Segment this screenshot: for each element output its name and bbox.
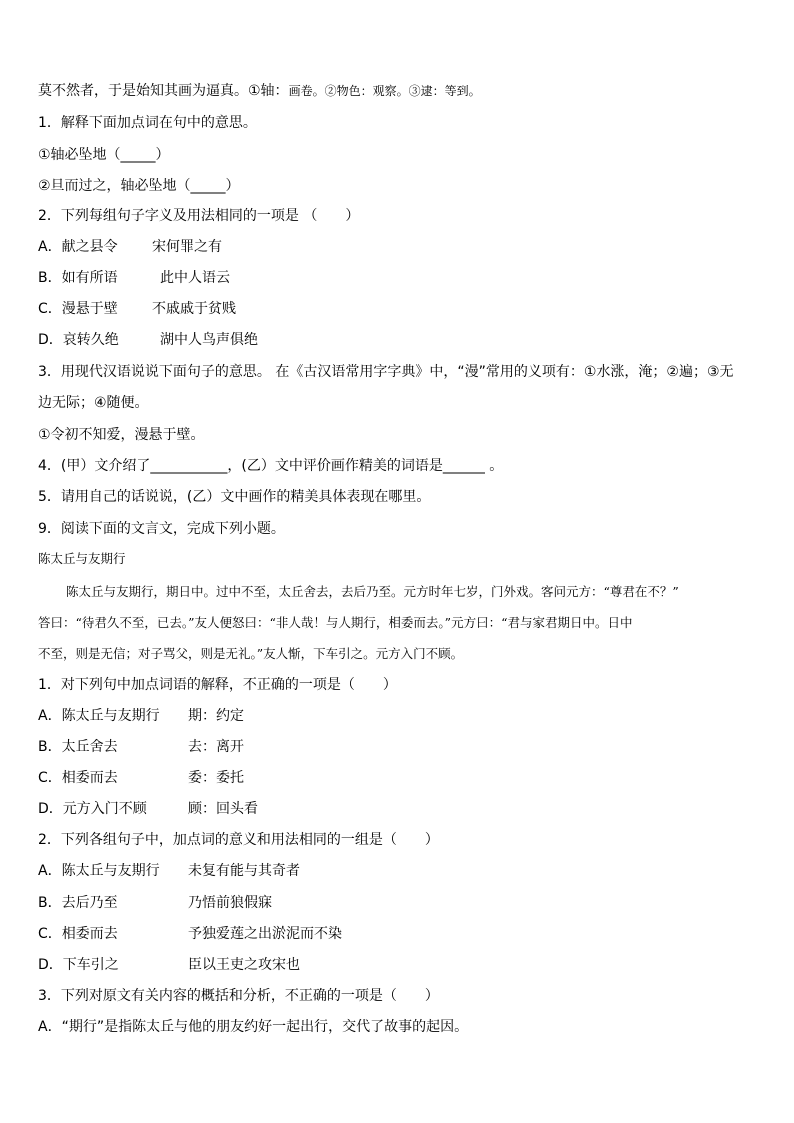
sq2-option-d-right: 臣以王吏之攻宋也 xyxy=(188,957,300,973)
question-1-item-a: ①轴必坠地（_____） xyxy=(38,147,170,163)
passage-line-3: 不至，则是无信；对子骂父，则是无礼。”友人惭，下车引之。元方入门不顾。 xyxy=(38,646,464,661)
passage-title: 陈太丘与友期行 xyxy=(38,551,126,566)
passage-line-1: 陈太丘与友期行，期日中。过中不至，太丘舍去，去后乃至。元方时年七岁，门外戏。客问元方：“尊君在不？” xyxy=(66,584,679,599)
intro-line xyxy=(38,82,756,100)
sq1-option-b-right: 去：离开 xyxy=(188,739,244,755)
sq1-option-b-left: B．太丘舍去 xyxy=(38,739,118,755)
sq1-option-d-left: D．元方入门不顾 xyxy=(38,801,147,817)
question-3-line-1: 3．用现代汉语说说下面句子的意思。 在《古汉语常用字字典》中，“漫”常用的义项有：①水涨，淹；②遍；③无 xyxy=(38,364,734,380)
q2-option-b-right: 此中人语云 xyxy=(160,270,230,286)
sq2-option-b-left: B．去后乃至 xyxy=(38,895,118,911)
question-2-prompt: 2．下列每组句子字义及用法相同的一项是 （ ） xyxy=(38,208,360,224)
sq2-option-b-right: 乃悟前狼假寐 xyxy=(188,895,272,911)
sq1-option-c-right: 委：委托 xyxy=(188,770,244,786)
question-5: 5．请用自己的话说说，(乙）文中画作的精美具体表现在哪里。 xyxy=(38,489,431,505)
question-4: 4．(甲）文介绍了___________，(乙）文中评价画作精美的词语是______ 。 xyxy=(38,458,504,474)
q2-option-c-right: 不戚戚于贫贱 xyxy=(152,301,236,317)
q2-option-d-left: D．哀转久绝 xyxy=(38,332,119,348)
sub-question-3-prompt: 3．下列对原文有关内容的概括和分析，不正确的一项是（ ） xyxy=(38,988,439,1004)
q2-option-b-left: B．如有所语 xyxy=(38,270,118,286)
q2-option-a-right: 宋何罪之有 xyxy=(152,239,222,255)
intro-notes: 画卷。②物色：观察。③逮：等到。 xyxy=(288,84,481,98)
intro-text: 莫不然者，于是始知其画为逼真。①轴： xyxy=(38,83,289,99)
section-9-heading: 9．阅读下面的文言文，完成下列小题。 xyxy=(38,521,285,537)
sq2-option-a-left: A．陈太丘与友期行 xyxy=(38,863,160,879)
question-1-prompt: 1．解释下面加点词在句中的意思。 xyxy=(38,115,257,131)
sq1-option-a-left: A．陈太丘与友期行 xyxy=(38,708,160,724)
q2-option-d-right: 湖中人鸟声俱绝 xyxy=(160,332,258,348)
sq3-option-a: A．“期行”是指陈太丘与他的朋友约好一起出行，交代了故事的起因。 xyxy=(38,1019,469,1035)
sq1-option-d-right: 顾：回头看 xyxy=(188,801,258,817)
sq2-option-c-left: C．相委而去 xyxy=(38,926,118,942)
sq1-option-c-left: C．相委而去 xyxy=(38,770,118,786)
question-3-sentence: ①令初不知爱，漫悬于壁。 xyxy=(38,427,205,443)
sq1-option-a-right: 期：约定 xyxy=(188,708,244,724)
sub-question-1-prompt: 1．对下列句中加点词语的解释，不正确的一项是（ ） xyxy=(38,677,397,693)
q2-option-a-left: A．献之县令 xyxy=(38,239,118,255)
question-3-line-2: 边无际；④随便。 xyxy=(38,395,149,411)
sq2-option-a-right: 未复有能与其奇者 xyxy=(188,863,300,879)
question-1-item-b: ②旦而过之，轴必坠地（_____） xyxy=(38,178,240,194)
sq2-option-c-right: 予独爱莲之出淤泥而不染 xyxy=(188,926,342,942)
passage-line-2: 答曰：“待君久不至，已去。”友人便怒曰：“非人哉！与人期行，相委而去。”元方曰：“君与家君期日中。日中 xyxy=(38,615,633,630)
q2-option-c-left: C．漫悬于壁 xyxy=(38,301,118,317)
sq2-option-d-left: D．下车引之 xyxy=(38,957,119,973)
sub-question-2-prompt: 2．下列各组句子中，加点词的意义和用法相同的一组是（ ） xyxy=(38,832,439,848)
